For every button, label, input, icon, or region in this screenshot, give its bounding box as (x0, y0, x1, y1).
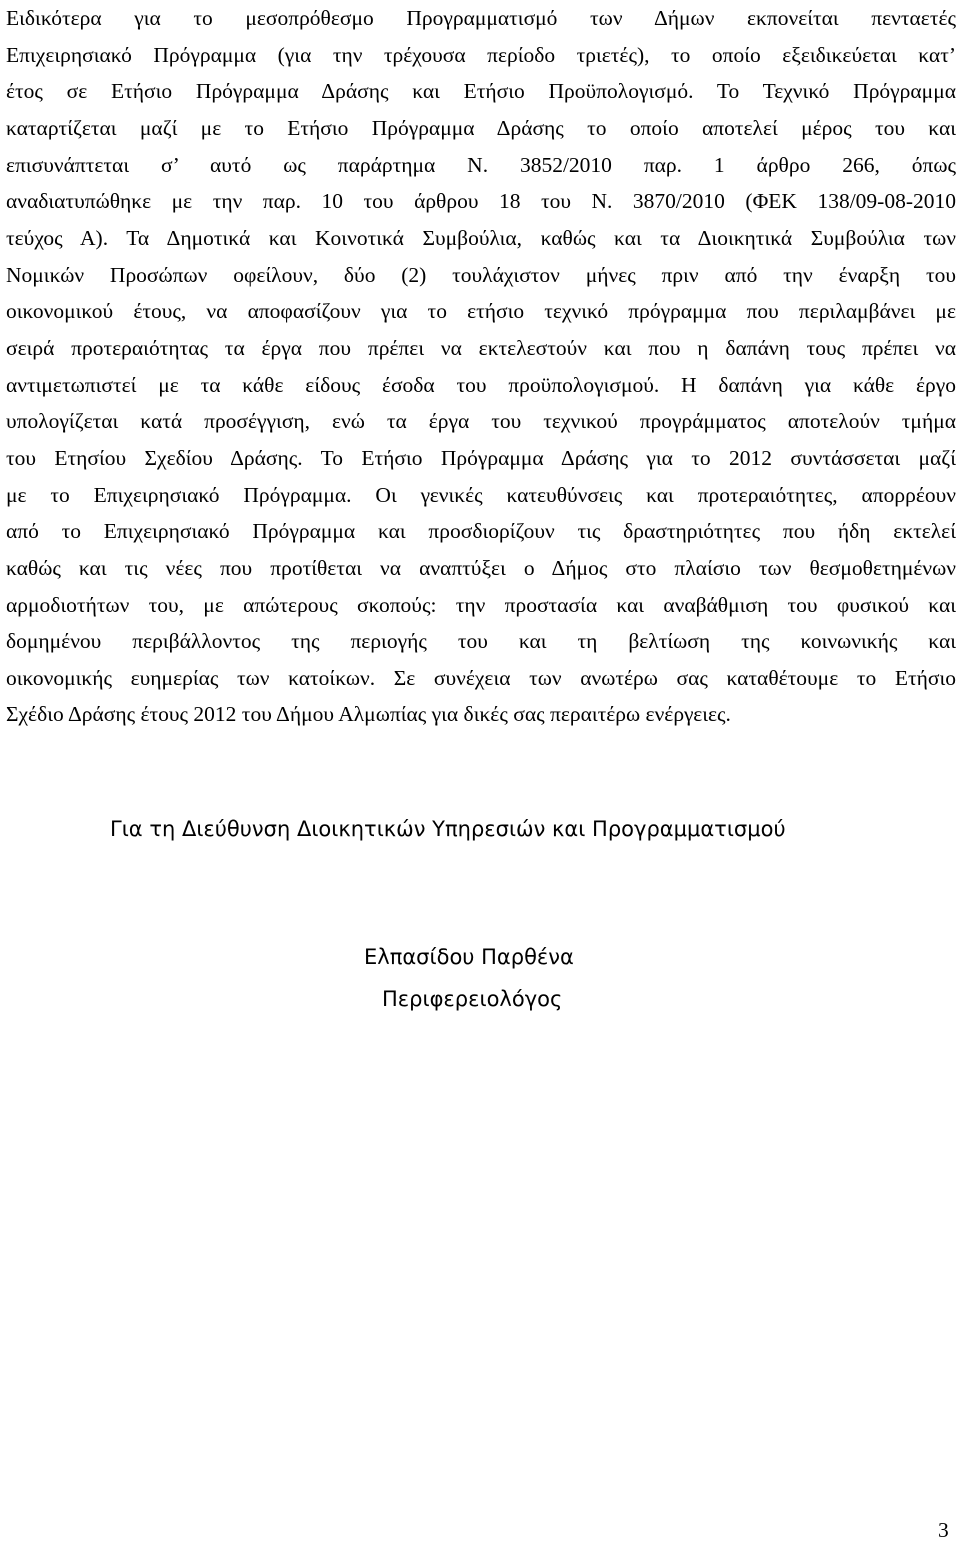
paragraph-line: αντιμετωπιστεί με τα κάθε είδους έσοδα του προϋπολογισμού. Η δαπάνη για κάθε έργο (6, 372, 956, 397)
paragraph-line: Επιχειρησιακό Πρόγραμμα (για την τρέχουσα περίοδο τριετές), το οποίο εξειδικεύεται κατ’ (6, 42, 956, 67)
paragraph-line: με το Επιχειρησιακό Πρόγραμμα. Οι γενικές κατευθύνσεις και προτεραιότητες, απορρέουν (6, 482, 956, 507)
paragraph-line: επισυνάπτεται σ’ αυτό ως παράρτημα Ν. 3852/2010 παρ. 1 άρθρο 266, όπως (6, 152, 956, 177)
signer-name: Ελπασίδου Παρθένα (364, 945, 574, 969)
paragraph-line: καθώς και τις νέες που προτίθεται να αναπτύξει ο Δήμος στο πλαίσιο των θεσμοθετημένων (6, 555, 956, 580)
paragraph-line: έτος σε Ετήσιο Πρόγραμμα Δράσης και Ετήσιο Προϋπολογισμό. Το Τεχνικό Πρόγραμμα (6, 79, 956, 104)
paragraph-line: από το Επιχειρησιακό Πρόγραμμα και προσδιορίζουν τις δραστηριότητες που ήδη εκτελεί (6, 519, 956, 544)
paragraph-line: δομημένου περιβάλλοντος της περιογής του και τη βελτίωση της κοινωνικής και (6, 629, 956, 654)
paragraph-line: καταρτίζεται μαζί με το Ετήσιο Πρόγραμμα Δράσης το οποίο αποτελεί μέρος του και (6, 115, 956, 140)
paragraph-line: υπολογίζεται κατά προσέγγιση, ενώ τα έργα του τεχνικού προγράμματος αποτελούν τμήμα (6, 409, 956, 434)
paragraph-line: Ειδικότερα για το μεσοπρόθεσμο Προγραμματισμό των Δήμων εκπονείται πενταετές (6, 6, 956, 30)
paragraph-line: του Ετησίου Σχεδίου Δράσης. Το Ετήσιο Πρόγραμμα Δράσης για το 2012 συντάσσεται μαζί (6, 445, 956, 470)
paragraph-line: οικονομικής ευημερίας των κατοίκων. Σε συνέχεια των ανωτέρω σας καταθέτουμε το Ετήσιο (6, 665, 956, 690)
paragraph-line: Νομικών Προσώπων οφείλουν, δύο (2) τουλάχιστον μήνες πριν από την έναρξη του (6, 262, 956, 287)
paragraph-line: Σχέδιο Δράσης έτους 2012 του Δήμου Αλμωπίας για δικές σας περαιτέρω ενέργειες. (6, 702, 731, 727)
page-number: 3 (938, 1518, 949, 1542)
signature-heading: Για τη Διεύθυνση Διοικητικών Υπηρεσιών και Προγραμματισμού (110, 817, 786, 841)
paragraph-line: τεύχος Α). Τα Δημοτικά και Κοινοτικά Συμβούλια, καθώς και τα Διοικητικά Συμβούλια των (6, 225, 956, 250)
paragraph-line: αρμοδιοτήτων του, με απώτερους σκοπούς: την προστασία και αναβάθμιση του φυσικού και (6, 592, 956, 617)
paragraph-line: αναδιατυπώθηκε με την παρ. 10 του άρθρου 18 του Ν. 3870/2010 (ΦΕΚ 138/09-08-2010 (6, 189, 956, 214)
paragraph-line: οικονομικού έτους, να αποφασίζουν για το ετήσιο τεχνικό πρόγραμμα που περιλαμβάνει με (6, 299, 956, 324)
signer-title: Περιφερειολόγος (382, 987, 563, 1011)
body-paragraph (6, 0, 956, 733)
paragraph-line: σειρά προτεραιότητας τα έργα που πρέπει να εκτελεστούν και που η δαπάνη τους πρέπει να (6, 335, 956, 360)
